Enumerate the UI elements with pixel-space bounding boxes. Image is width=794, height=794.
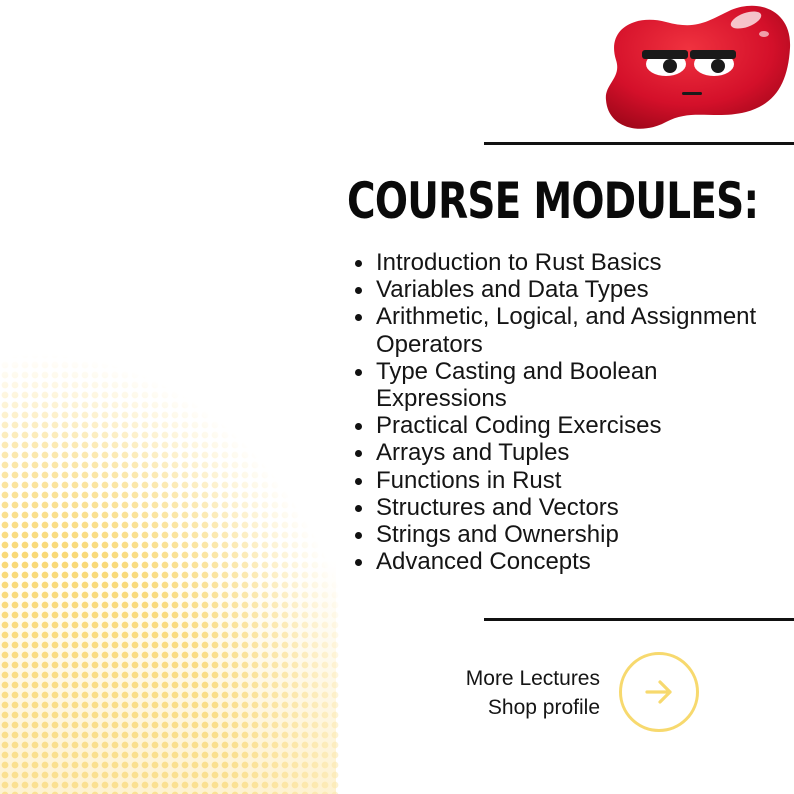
list-item: Practical Coding Exercises (352, 412, 782, 439)
list-item: Arithmetic, Logical, and Assignment Operators (352, 303, 782, 357)
arrow-right-icon (641, 674, 677, 710)
list-item: Strings and Ownership (352, 521, 782, 548)
divider-top (484, 142, 794, 145)
list-item: Functions in Rust (352, 467, 782, 494)
list-item: Introduction to Rust Basics (352, 249, 782, 276)
cta-line-shop-profile: Shop profile (487, 696, 600, 719)
divider-bottom (484, 618, 794, 621)
page-title: COURSE MODULES: (346, 172, 758, 230)
module-list (352, 249, 782, 575)
cta-line-more-lectures: More Lectures (465, 667, 600, 690)
cta-label[interactable] (466, 664, 600, 722)
list-item: Type Casting and Boolean Expressions (352, 358, 782, 412)
list-item: Structures and Vectors (352, 494, 782, 521)
list-item: Advanced Concepts (352, 548, 782, 575)
list-item: Variables and Data Types (352, 276, 782, 303)
mascot-blob-icon (596, 0, 794, 138)
halftone-fade (0, 560, 336, 794)
next-arrow-button[interactable] (619, 652, 699, 732)
list-item: Arrays and Tuples (352, 439, 782, 466)
